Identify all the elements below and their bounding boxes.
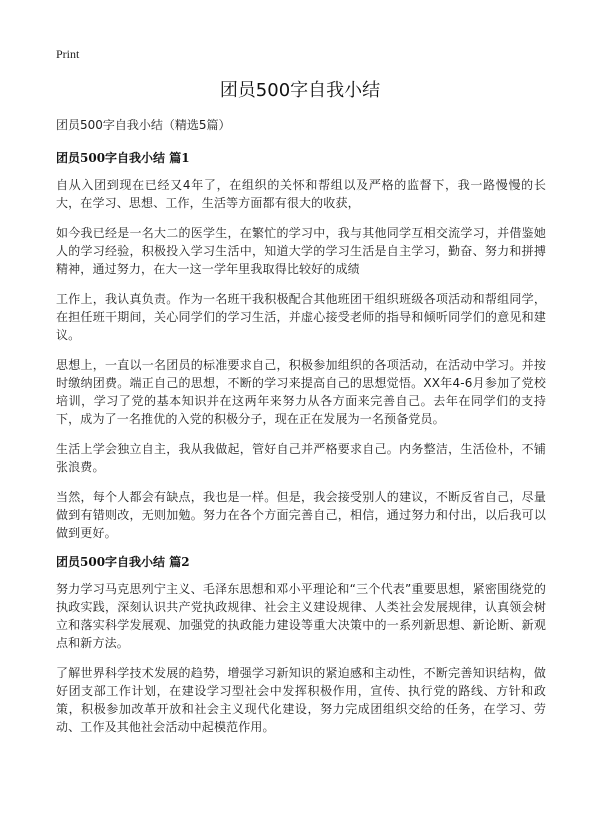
paragraph: 思想上，一直以一名团员的标准要求自己，积极参加组织的各项活动，在活动中学习。并按时缴纳团费。端正自己的思想，不断的学习来提高自己的思想觉悟。XX年4-6月参加了党校培训，学习了党的基本知识并在这两年来努力从各方面来完善自己。去年在同学们的支持下，成为了一名推优的入党的积极分子，现在正在发展为一名预备党员。 [56, 358, 546, 426]
paragraph: 了解世界科学技术发展的趋势，增强学习新知识的紧迫感和主动性，不断完善知识结构，做好团支部工作计划，在建设学习型社会中发挥积极作用，宣传、执行党的路线、方针和政策，积极参加改革开放和社会主义现代化建设，努力完成团组织交给的任务，在学习、劳动、工作及其他社会活动中起模范作用。 [56, 666, 546, 734]
print-link[interactable]: Print [56, 47, 80, 61]
paragraph: 自从入团到现在已经又4年了，在组织的关怀和帮组以及严格的监督下，我一路慢慢的长大，在学习、思想、工作，生活等方面都有很大的收获， [56, 178, 546, 210]
document-title: 团员500字自我小结 [219, 80, 381, 101]
section-1 [56, 150, 546, 542]
paragraph: 如今我已经是一名大二的医学生，在繁忙的学习中，我与其他同学互相交流学习，并借鉴她人的学习经验，积极投入学习生活中，知道大学的学习生活是自主学习，勤奋、努力和拼搏精神，通过努力，在大一这一学年里我取得比较好的成绩 [56, 226, 546, 276]
section-heading: 团员500字自我小结 篇2 [56, 555, 190, 569]
section-2 [56, 554, 546, 736]
paragraph: 努力学习马克思列宁主义、毛泽东思想和邓小平理论和“三个代表”重要思想，紧密围绕党的执政实践，深刻认识共产党执政规律、社会主义建设规律、人类社会发展规律，认真领会树立和落实科学发展观、加强党的执政能力建设等重大决策中的一系列新思想、新论断、新观点和新方法。 [56, 582, 546, 650]
document-subtitle: 团员500字自我小结（精选5篇） [56, 118, 231, 132]
paragraph: 工作上，我认真负责。作为一名班干我积极配合其他班团干组织班级各项活动和帮组同学，在担任班干期间，关心同学们的学习生活，并虚心接受老师的指导和倾听同学们的意见和建议。 [56, 292, 546, 342]
document-body [56, 117, 546, 748]
paragraph: 当然，每个人都会有缺点，我也是一样。但是，我会接受别人的建议，不断反省自己，尽量做到有错则改，无则加勉。努力在各个方面完善自己，相信，通过努力和付出，以后我可以做到更好。 [56, 490, 546, 540]
section-heading: 团员500字自我小结 篇1 [56, 151, 190, 165]
paragraph: 生活上学会独立自主，我从我做起，管好自己并严格要求自己。内务整洁，生活俭朴，不铺张浪费。 [56, 442, 546, 474]
